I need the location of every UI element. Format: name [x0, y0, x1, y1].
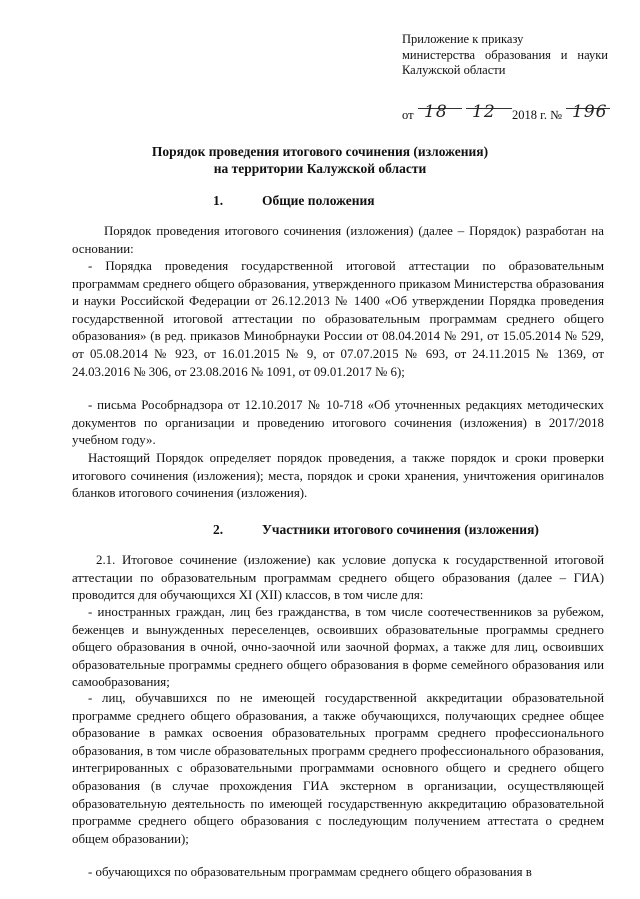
- order-year: 2018 г. №: [512, 108, 563, 122]
- header-line-1: Приложение к приказу: [402, 32, 524, 46]
- handwritten-number: 196: [572, 102, 608, 122]
- paragraph-letter-reference: - письма Рособрнадзора от 12.10.2017 № 10-718 «Об уточненных редакциях методических документов по организации и проведению итогового сочинения (изложения) в 2017/2018 учебном году».: [72, 398, 604, 448]
- order-date-number: [402, 102, 612, 128]
- paragraph-foreign-citizens: - иностранных граждан, лиц без гражданства, в том числе соотечественников за рубежом, беженцев и вынужденных переселенцев, освоивших образовательные программы среднего общего образования в очной, очно-заочной или заочной формах, а также для лиц, освоивших образовательные программы среднего общего образования в форме семейного образования или самообразования;: [72, 605, 604, 690]
- section-1-number: 1.: [213, 193, 224, 208]
- paragraph-scope: Настоящий Порядок определяет порядок проведения, а также порядок и сроки проверки итогового сочинения (изложения); места, порядок и сроки хранения, уничтожения оригиналов бланков итогового сочинения (изложения).: [72, 451, 604, 501]
- document-title-line-1: Порядок проведения итогового сочинения (изложения): [151, 144, 489, 159]
- header-line-2: министерства образования и науки: [402, 47, 608, 62]
- handwritten-day: 18: [424, 102, 448, 122]
- paragraph-basis: Порядок проведения итогового сочинения (изложения) (далее – Порядок) разработан на основании:: [72, 224, 604, 256]
- paragraph-non-accredited: - лиц, обучавшихся по не имеющей государственной аккредитации образовательной программе среднего общего образования, а также обучающихся, получающих среднее общее образование в рамках освоения образовательных программ среднего профессионального образования, в том числе образовательных программ среднего профессионального образования, интегрированных с образовательными программами основного общего и среднего общего образования (в случае прохождения ГИА экстерном в организации, осуществляющей образовательную деятельность по имеющей государственную аккредитацию образовательной программе среднего общего образования с последующим получением аттестата о среднем общем образовании);: [72, 691, 604, 846]
- section-2-title: Участники итогового сочинения (изложения): [262, 522, 539, 537]
- header-line-3: Калужской области: [402, 63, 506, 77]
- paragraph-2-1: 2.1. Итоговое сочинение (изложение) как условие допуска к государственной итоговой аттестации по образовательным программам среднего общего образования (далее – ГИА) проводится для обучающихся XI (XII) классов, в том числе для:: [72, 553, 604, 603]
- section-1-title: Общие положения: [262, 193, 375, 208]
- paragraph-order-reference: - Порядка проведения государственной итоговой аттестации по образовательным программам среднего общего образования, утвержденного приказом Министерства образования и науки Российской Федерации от 26.12.2013 № 1400 «Об утверждении Порядка проведения государственной итоговой аттестации по образовательным программам среднего общего образования» (в ред. приказов Минобрнауки России от 08.04.2014 № 291, от 15.05.2014 № 529, от 05.08.2014 № 923, от 16.01.2015 № 9, от 07.07.2015 № 693, от 24.11.2015 № 1369, от 24.03.2016 № 306, от 23.08.2016 № 1091, от 09.01.2017 № 6);: [72, 259, 604, 379]
- order-prefix: от: [402, 108, 414, 122]
- document-title-line-2: на территории Калужской области: [213, 161, 427, 176]
- handwritten-month: 12: [472, 102, 496, 122]
- paragraph-students: - обучающихся по образовательным программам среднего общего образования в: [88, 865, 532, 879]
- approval-header: [402, 32, 608, 79]
- section-2-number: 2.: [213, 522, 224, 537]
